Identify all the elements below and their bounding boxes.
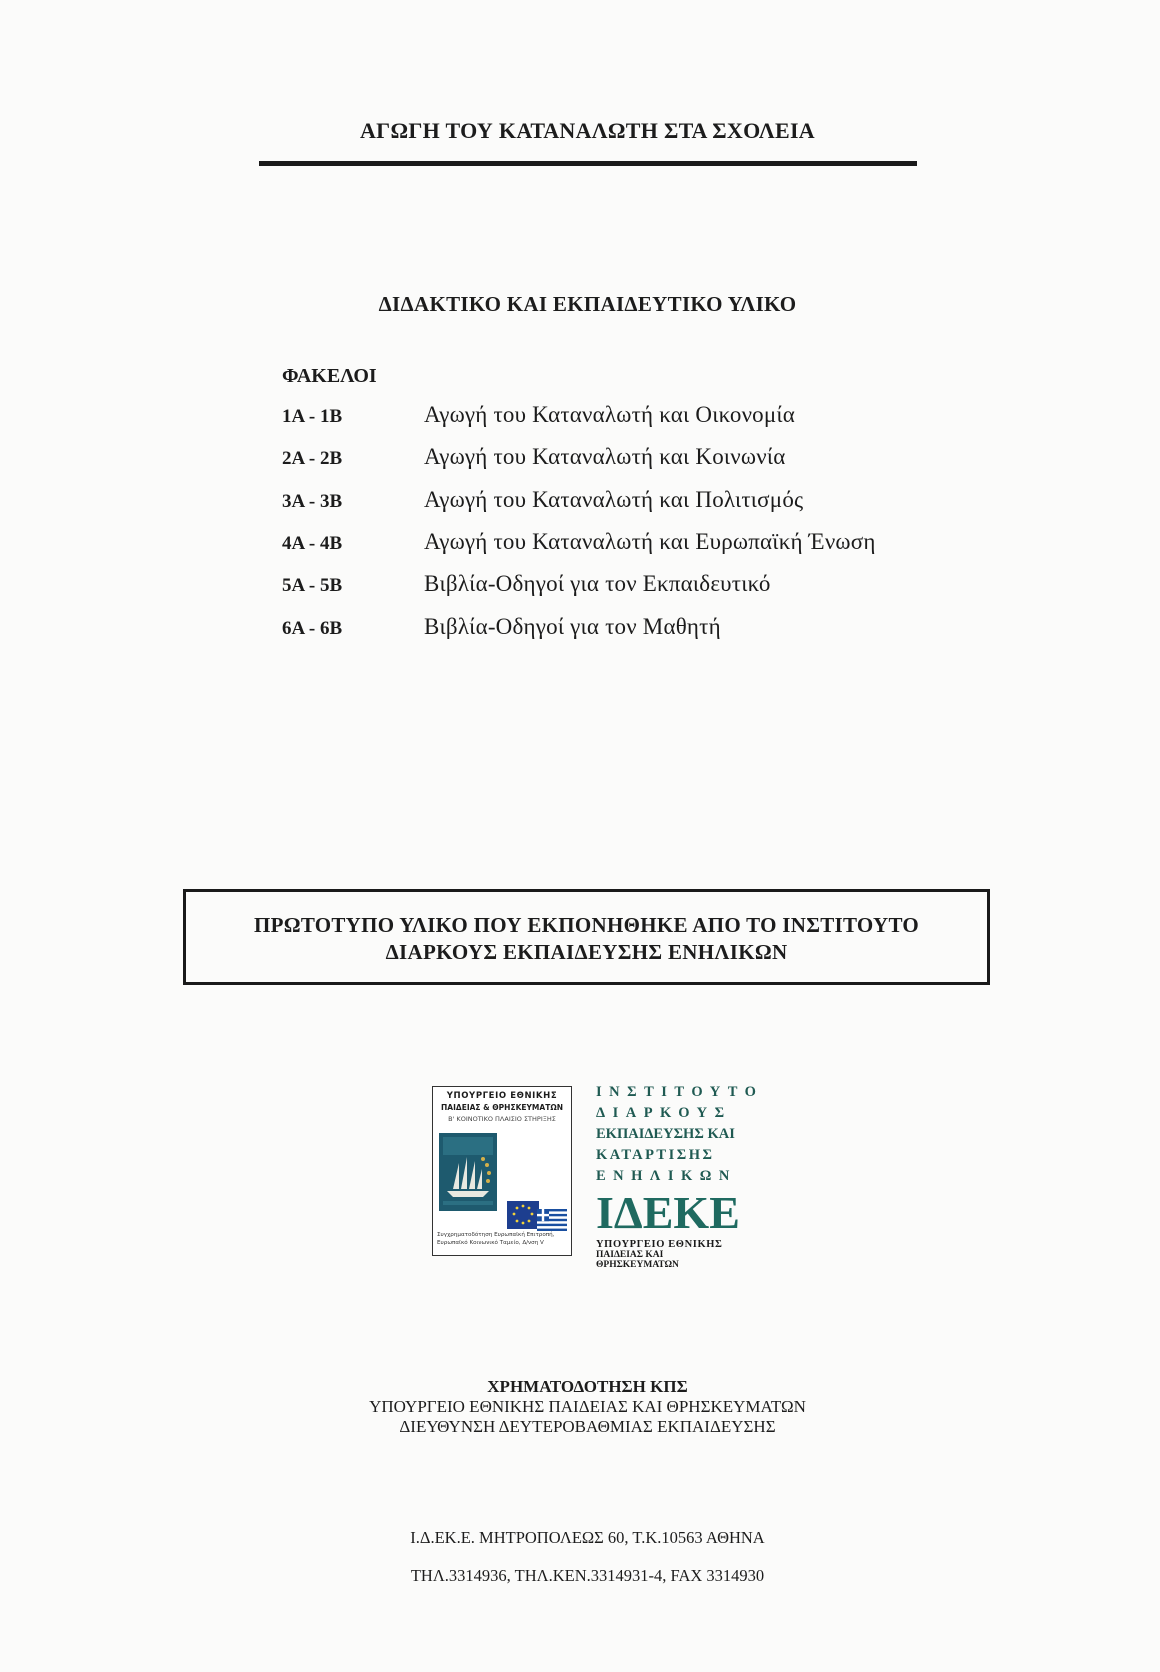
notice-box	[183, 889, 990, 985]
folder-item	[282, 487, 982, 529]
ideke-logo	[596, 1082, 764, 1270]
funding-title: ΧΡΗΜΑΤΟΔΟΤΗΣΗ ΚΠΣ	[487, 1377, 688, 1396]
folder-code: 1Α - 1Β	[282, 406, 343, 427]
notice-line-1: ΠΡΩΤΟΤΥΠΟ ΥΛΙΚΟ ΠΟΥ ΕΚΠΟΝΗΘΗΚΕ ΑΠΟ ΤΟ ΙΝΣΤΙΤΟΥΤΟ	[253, 913, 920, 937]
title-rule	[259, 161, 917, 166]
ministry-logo-caption: Συγχρηματοδότηση Ευρωπαϊκή Επιτροπή, Ευρωπαϊκό Κοινωνικό Ταμείο, Δ/νση V	[437, 1232, 555, 1246]
folder-item	[282, 444, 982, 486]
ideke-logo-sub-1: ΥΠΟΥΡΓΕΙΟ ΕΘΝΙΚΗΣ	[596, 1239, 723, 1250]
funding-line-1: ΥΠΟΥΡΓΕΙΟ ΕΘΝΙΚΗΣ ΠΑΙΔΕΙΑΣ ΚΑΙ ΘΡΗΣΚΕΥΜΑΤΩΝ	[369, 1397, 806, 1416]
folder-title: Αγωγή του Καταναλωτή και Ευρωπαϊκή Ένωση	[424, 529, 876, 554]
ministry-logo-line-2: ΠΑΙΔΕΙΑΣ & ΘΡΗΣΚΕΥΜΑΤΩΝ	[441, 1103, 563, 1112]
contact-line: ΤΗΛ.3314936, ΤΗΛ.ΚΕΝ.3314931-4, FAX 3314930	[410, 1566, 765, 1585]
folder-code: 2Α - 2Β	[282, 448, 343, 469]
ideke-logo-line-3: ΕΚΠΑΙΔΕΥΣΗΣ ΚΑΙ	[596, 1126, 735, 1142]
ideke-logo-line-1: ΙΝΣΤΙΤΟΥΤΟ	[596, 1084, 764, 1100]
folder-code: 3Α - 3Β	[282, 491, 343, 512]
address-line: Ι.Δ.ΕΚ.Ε. ΜΗΤΡΟΠΟΛΕΩΣ 60, Τ.Κ.10563 ΑΘΗΝΑ	[410, 1528, 765, 1547]
eu-flag-icon	[507, 1201, 539, 1229]
ideke-logo-sub-2: ΠΑΙΔΕΙΑΣ ΚΑΙ ΘΡΗΣΚΕΥΜΑΤΩΝ	[596, 1250, 679, 1270]
ship-emblem-icon	[439, 1133, 497, 1211]
folder-item	[282, 571, 982, 613]
ministry-logo-line-3: Β' ΚΟΙΝΟΤΙΚΟ ΠΛΑΙΣΙΟ ΣΤΗΡΙΞΗΣ	[448, 1115, 556, 1123]
folder-title: Αγωγή του Καταναλωτή και Πολιτισμός	[424, 487, 804, 512]
section-title: ΔΙΔΑΚΤΙΚΟ ΚΑΙ ΕΚΠΑΙΔΕΥΤΙΚΟ ΥΛΙΚΟ	[378, 292, 797, 316]
ideke-logo-line-2: ΔΙΑΡΚΟΥΣ	[596, 1105, 732, 1121]
funding-line-2: ΔΙΕΥΘΥΝΣΗ ΔΕΥΤΕΡΟΒΑΘΜΙΑΣ ΕΚΠΑΙΔΕΥΣΗΣ	[399, 1417, 776, 1436]
notice-line-2: ΔΙΑΡΚΟΥΣ ΕΚΠΑΙΔΕΥΣΗΣ ΕΝΗΛΙΚΩΝ	[385, 940, 788, 964]
folder-code: 4Α - 4Β	[282, 533, 343, 554]
folder-item	[282, 614, 982, 656]
folders-heading: ΦΑΚΕΛΟΙ	[282, 365, 377, 387]
ideke-logo-line-4: ΚΑΤΑΡΤΙΣΗΣ	[596, 1147, 715, 1163]
folder-title: Βιβλία-Οδηγοί για τον Εκπαιδευτικό	[424, 571, 771, 596]
folder-item	[282, 402, 982, 444]
folder-code: 5Α - 5Β	[282, 575, 343, 596]
page-title: ΑΓΩΓΗ ΤΟΥ ΚΑΤΑΝΑΛΩΤΗ ΣΤΑ ΣΧΟΛΕΙΑ	[359, 118, 815, 143]
ideke-logo-line-5: ΕΝΗΛΙΚΩΝ	[596, 1168, 737, 1184]
ministry-logo	[432, 1086, 572, 1256]
ideke-abbreviation: ΙΔΕΚΕ	[596, 1187, 740, 1238]
greek-flag-icon	[537, 1209, 567, 1231]
folder-title: Βιβλία-Οδηγοί για τον Μαθητή	[424, 614, 721, 639]
folder-code: 6Α - 6Β	[282, 618, 343, 639]
folder-item	[282, 529, 982, 571]
ministry-logo-line-1: ΥΠΟΥΡΓΕΙΟ ΕΘΝΙΚΗΣ	[446, 1091, 558, 1101]
folder-title: Αγωγή του Καταναλωτή και Οικονομία	[424, 402, 796, 427]
folder-title: Αγωγή του Καταναλωτή και Κοινωνία	[424, 444, 786, 469]
